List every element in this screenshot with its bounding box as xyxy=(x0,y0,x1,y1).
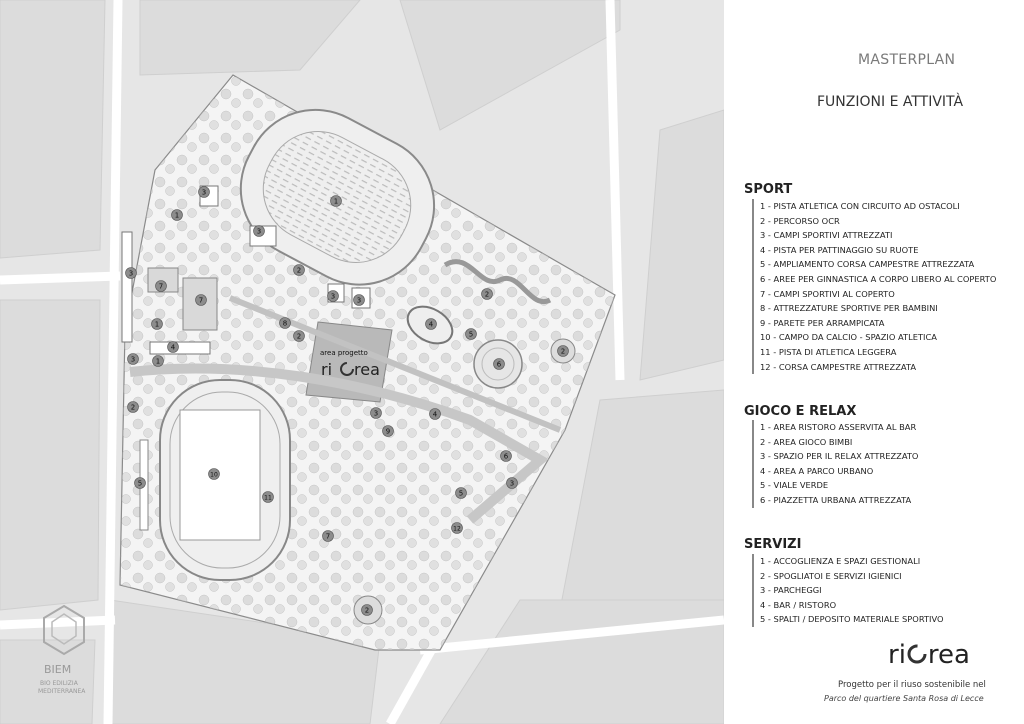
marker-number: 5 xyxy=(468,330,474,339)
marker-number: 3 xyxy=(330,292,336,301)
marker-number: 12 xyxy=(453,525,461,533)
svg-text:rea: rea xyxy=(354,360,380,379)
marker-number: 2 xyxy=(130,403,136,412)
sport-item: 6 - AREE PER GINNASTICA A CORPO LIBERO AL COPERTO xyxy=(760,273,997,284)
marker-number: 4 xyxy=(170,343,176,352)
marker-number: 6 xyxy=(503,452,509,461)
functions-subtitle: FUNZIONI E ATTIVITÀ xyxy=(817,94,964,110)
marker-number: 2 xyxy=(296,332,302,341)
servizi-item: 4 - BAR / RISTORO xyxy=(760,599,837,610)
servizi-heading: SERVIZI xyxy=(744,537,802,552)
gioco-item: 5 - VIALE VERDE xyxy=(760,480,829,491)
marker-number: 2 xyxy=(364,606,370,615)
marker-number: 3 xyxy=(373,409,379,418)
football-pitch xyxy=(180,410,260,540)
sport-item: 3 - CAMPI SPORTIVI ATTREZZATI xyxy=(760,230,893,241)
marker-number: 11 xyxy=(264,494,272,502)
ricrea-logo: ri rea xyxy=(888,640,970,670)
marker-number: 3 xyxy=(128,269,134,278)
gioco-heading: GIOCO E RELAX xyxy=(744,404,857,419)
sport-heading: SPORT xyxy=(744,182,793,197)
sport-item: 4 - PISTA PER PATTINAGGIO SU RUOTE xyxy=(760,244,919,255)
sport-item: 9 - PARETE PER ARRAMPICATA xyxy=(760,317,885,328)
servizi-item: 2 - SPOGLIATOI E SERVIZI IGIENICI xyxy=(760,570,902,581)
marker-number: 8 xyxy=(282,319,288,328)
sport-item: 11 - PISTA DI ATLETICA LEGGERA xyxy=(760,346,897,357)
marker-number: 5 xyxy=(137,479,143,488)
gioco-list xyxy=(752,420,918,508)
masterplan-title: MASTERPLAN xyxy=(858,52,956,68)
marker-number: 7 xyxy=(325,532,331,541)
marker-number: 4 xyxy=(428,320,434,329)
marker-number: 6 xyxy=(496,360,502,369)
sport-item: 2 - PERCORSO OCR xyxy=(760,215,840,226)
svg-text:ri: ri xyxy=(321,360,333,379)
svg-text:MEDITERRANEA: MEDITERRANEA xyxy=(38,688,86,695)
marker-number: 3 xyxy=(201,188,207,197)
marker-number: 3 xyxy=(130,355,136,364)
marker-number: 2 xyxy=(560,347,566,356)
credit-line-2: Parco del quartiere Santa Rosa di Lecce xyxy=(824,694,984,703)
credit-line-1: Progetto per il riuso sostenibile nel xyxy=(838,680,986,690)
sport-item: 7 - CAMPI SPORTIVI AL COPERTO xyxy=(760,288,895,299)
servizi-item: 1 - ACCOGLIENZA E SPAZI GESTIONALI xyxy=(760,556,921,566)
servizi-item: 5 - SPALTI / DEPOSITO MATERIALE SPORTIVO xyxy=(760,614,944,625)
sport-item: 10 - CAMPO DA CALCIO - SPAZIO ATLETICA xyxy=(760,332,937,343)
gioco-item: 3 - SPAZIO PER IL RELAX ATTREZZATO xyxy=(760,451,919,462)
marker-number: 3 xyxy=(256,227,262,236)
gioco-item: 4 - AREA A PARCO URBANO xyxy=(760,465,874,476)
marker-number: 5 xyxy=(458,489,464,498)
sport-list xyxy=(752,199,996,374)
sport-item: 12 - CORSA CAMPESTRE ATTREZZATA xyxy=(760,361,917,372)
marker-number: 1 xyxy=(174,211,180,220)
gioco-item: 6 - PIAZZETTA URBANA ATTREZZATA xyxy=(760,494,912,505)
area-progetto-label: area progetto xyxy=(320,349,368,357)
servizi-list xyxy=(752,554,944,627)
legend-panel xyxy=(724,0,1024,724)
marker-number: 2 xyxy=(484,290,490,299)
svg-text:BIO EDILIZIA: BIO EDILIZIA xyxy=(40,680,78,687)
marker-number: 7 xyxy=(158,282,164,291)
marker-number: 1 xyxy=(155,357,161,366)
gioco-item: 1 - AREA RISTORO ASSERVITA AL BAR xyxy=(760,422,917,432)
servizi-item: 3 - PARCHEGGI xyxy=(760,585,822,596)
svg-text:BIEM: BIEM xyxy=(44,663,72,676)
marker-number: 9 xyxy=(385,427,391,436)
marker-number: 4 xyxy=(432,410,438,419)
sport-item: 8 - ATTREZZATURE SPORTIVE PER BAMBINI xyxy=(760,303,938,314)
sport-item: 1 - PISTA ATLETICA CON CIRCUITO AD OSTACOLI xyxy=(760,201,960,211)
marker-number: 2 xyxy=(296,266,302,275)
marker-number: 3 xyxy=(509,479,515,488)
marker-number: 1 xyxy=(154,320,160,329)
sport-item: 5 - AMPLIAMENTO CORSA CAMPESTRE ATTREZZATA xyxy=(760,259,975,270)
marker-number: 3 xyxy=(356,296,362,305)
marker-number: 1 xyxy=(333,197,339,206)
marker-number: 10 xyxy=(210,471,218,479)
marker-number: 7 xyxy=(198,296,204,305)
gioco-item: 2 - AREA GIOCO BIMBI xyxy=(760,436,853,447)
